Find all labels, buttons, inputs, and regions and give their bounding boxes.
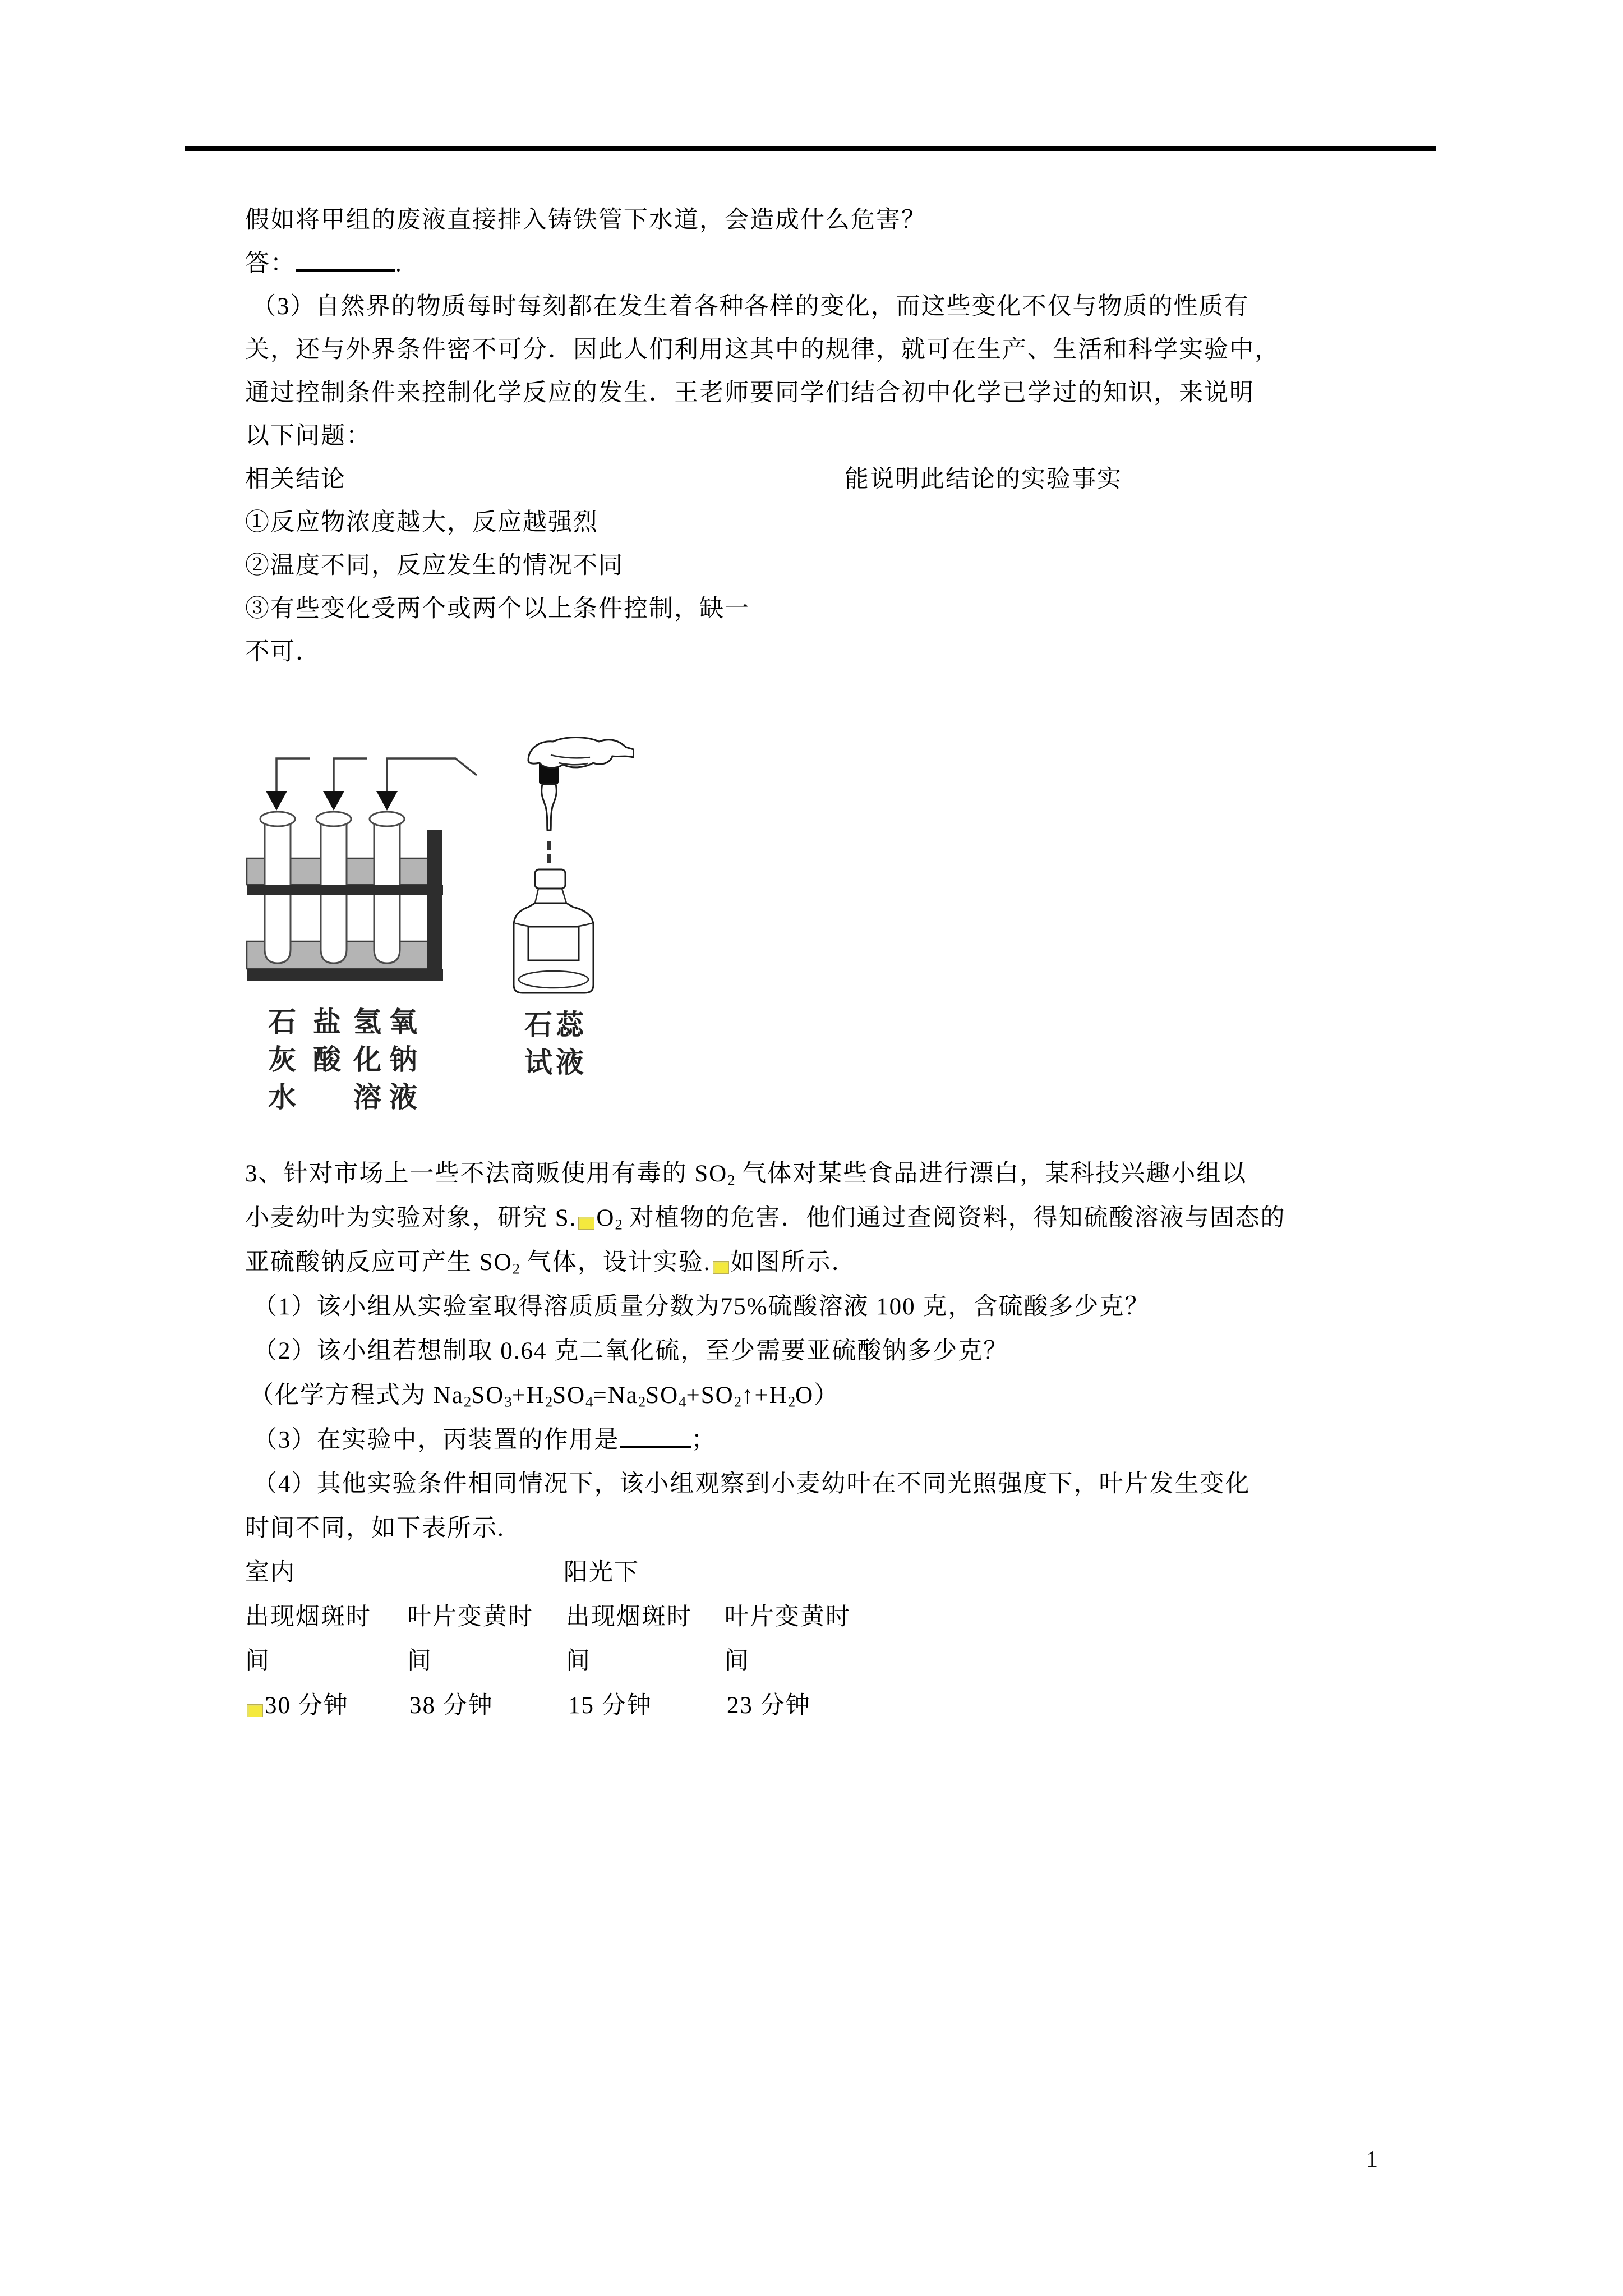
- text-line: [245, 1159, 1247, 1190]
- bottle-stopper: [535, 869, 565, 889]
- text-run: 叶片变黄时: [725, 1604, 851, 1630]
- text-run: 30 分钟: [265, 1692, 349, 1719]
- text-run: 间: [245, 1648, 270, 1674]
- text-run: 室内: [245, 1559, 296, 1586]
- text-run: 能说明此结论的实验事实: [845, 466, 1122, 493]
- text-line: [245, 594, 750, 624]
- subscript: 4: [679, 1393, 686, 1410]
- text-line: [245, 551, 624, 581]
- text-run: 小麦幼叶为实验对象，研究 S.: [245, 1205, 577, 1231]
- text-line: [245, 378, 1255, 408]
- text-line: [245, 1513, 505, 1544]
- figure-label: 石: [268, 1006, 296, 1038]
- text-line: [245, 1248, 857, 1278]
- page-number: 1: [1366, 2147, 1378, 2173]
- text-line: [252, 292, 1249, 322]
- text-run: SO: [471, 1382, 505, 1409]
- table-cell: [725, 1646, 750, 1677]
- subscript: 2: [638, 1393, 646, 1410]
- text-line: [253, 1336, 1008, 1366]
- subscript: 2: [734, 1393, 742, 1410]
- table-cell: [566, 1602, 692, 1632]
- spellcheck-mark-icon: [713, 1261, 729, 1274]
- text-run: （3）自然界的物质每时每刻都在发生着各种各样的变化，而这些变化不仅与物质的性质有: [252, 293, 1249, 320]
- text-run: 时间不同，如下表所示.: [245, 1515, 505, 1542]
- table-cell: [245, 464, 346, 495]
- text-line: [245, 249, 403, 279]
- text-line: [253, 1469, 1251, 1499]
- text-run: SO: [645, 1382, 679, 1409]
- figure-label: 氢氧: [353, 1006, 425, 1038]
- text-run: 如图所示．: [730, 1249, 857, 1276]
- text-run: 假如将甲组的废液直接排入铸铁管下水道，会造成什么危害？: [245, 207, 926, 233]
- text-run: 3、针对市场上一些不法商贩使用有毒的 SO: [245, 1161, 728, 1187]
- bottle-label: [528, 927, 579, 960]
- subscript: 2: [787, 1393, 796, 1410]
- subscript: 2: [463, 1393, 472, 1410]
- figure-label: 灰: [268, 1044, 296, 1075]
- text-run: 亚硫酸钠反应可产生 SO: [245, 1249, 513, 1276]
- text-run: 出现烟斑时: [566, 1604, 692, 1630]
- text-line: [245, 205, 926, 236]
- table-cell: [568, 1691, 652, 1721]
- text-run: 出现烟斑时: [245, 1604, 371, 1630]
- table-cell: [727, 1691, 811, 1721]
- table-cell: [566, 1646, 591, 1677]
- text-run: 相关结论: [245, 466, 346, 493]
- subscript: 2: [512, 1260, 520, 1277]
- text-run: （4）其他实验条件相同情况下，该小组观察到小麦幼叶在不同光照强度下，叶片发生变化: [253, 1471, 1251, 1497]
- dropper-glass-tip: [542, 784, 557, 830]
- spellcheck-mark-icon: [247, 1704, 263, 1717]
- text-run: ①反应物浓度越大，反应越强烈: [245, 509, 598, 536]
- text-run: .: [395, 250, 403, 277]
- drip-dash: [547, 854, 551, 863]
- text-run: 气体对某些食品进行漂白，某科技兴趣小组以: [735, 1161, 1247, 1187]
- table-cell: [407, 1646, 432, 1677]
- experiment-figure: [241, 735, 634, 1128]
- table-cell: [845, 464, 1122, 495]
- text-run: 阳光下: [564, 1559, 639, 1586]
- spellcheck-mark-icon: [578, 1217, 594, 1230]
- text-run: 间: [566, 1648, 591, 1674]
- text-run: ；: [691, 1427, 717, 1453]
- text-run: 对植物的危害．他们通过查阅资料，得知硫酸溶液与固态的: [622, 1205, 1286, 1231]
- text-line: [245, 421, 371, 452]
- figure-label: 试液: [524, 1047, 587, 1078]
- text-line: [245, 508, 598, 538]
- table-cell: [245, 1691, 349, 1721]
- text-run: SO: [552, 1382, 586, 1409]
- text-run: 叶片变黄时: [407, 1604, 533, 1630]
- figure-label: 盐: [313, 1006, 341, 1038]
- table-cell: [409, 1691, 494, 1721]
- text-run: 间: [407, 1648, 432, 1674]
- text-line: [245, 637, 321, 668]
- table-cell: [245, 1558, 296, 1588]
- rack-right-post: [427, 830, 442, 981]
- text-run: （3）在实验中，丙装置的作用是: [253, 1427, 620, 1453]
- subscript: 3: [504, 1393, 512, 1410]
- text-line: [250, 1381, 839, 1411]
- text-run: 15 分钟: [568, 1692, 652, 1719]
- text-run: 关，还与外界条件密不可分．因此人们利用这其中的规律，就可在生产、生活和科学实验中，: [245, 337, 1280, 363]
- text-line: [253, 1425, 717, 1455]
- text-run: 通过控制条件来控制化学反应的发生．王老师要同学们结合初中化学已学过的知识，来说明: [245, 380, 1255, 406]
- figure-label: 石蕊: [524, 1009, 587, 1041]
- hand-with-dropper: [528, 738, 634, 863]
- text-run: 气体，设计实验.: [520, 1249, 711, 1276]
- text-line: [245, 1203, 1286, 1234]
- text-line: [245, 335, 1280, 365]
- text-run: （2）该小组若想制取 0.64 克二氧化硫，至少需要亚硫酸钠多少克？: [253, 1338, 1009, 1364]
- figure-label: 酸: [313, 1044, 341, 1075]
- table-cell: [725, 1602, 851, 1632]
- text-run: （1）该小组从实验室取得溶质质量分数为75%硫酸溶液 100 克，含硫酸多少克？: [253, 1294, 1150, 1320]
- text-run: ↑+H: [741, 1382, 788, 1409]
- text-run: O）: [795, 1382, 840, 1409]
- rack-middle-rail: [247, 885, 443, 895]
- drop-arrows: [266, 758, 477, 811]
- subscript: 4: [585, 1393, 593, 1410]
- text-run: 38 分钟: [409, 1692, 494, 1719]
- text-run: 23 分钟: [727, 1692, 811, 1719]
- table-cell: [564, 1558, 639, 1588]
- text-run: ③有些变化受两个或两个以上条件控制，缺一: [245, 596, 750, 622]
- table-cell: [245, 1646, 270, 1677]
- text-run: 以下问题：: [245, 423, 371, 449]
- subscript: 2: [727, 1171, 735, 1189]
- text-line: [253, 1292, 1150, 1322]
- subscript: 2: [615, 1216, 623, 1233]
- text-run: +SO: [686, 1382, 734, 1409]
- table-cell: [245, 1602, 371, 1632]
- rack-bottom-rail: [247, 969, 443, 981]
- hand-outline: [528, 738, 634, 768]
- text-run: =Na: [593, 1382, 638, 1409]
- text-run: ②温度不同，反应发生的情况不同: [245, 553, 624, 579]
- text-run: 不可．: [245, 639, 321, 665]
- answer-blank: [296, 249, 395, 272]
- figure-label: 化钠: [353, 1044, 425, 1075]
- figure-label: 水: [268, 1082, 296, 1113]
- text-run: O: [596, 1205, 615, 1231]
- text-run: （化学方程式为 Na: [250, 1382, 464, 1409]
- subscript: 2: [545, 1393, 553, 1410]
- top-rule: [185, 146, 1436, 151]
- answer-blank: [620, 1425, 691, 1448]
- text-run: 间: [725, 1648, 750, 1674]
- table-cell: [407, 1602, 533, 1632]
- reagent-bottle: [514, 869, 593, 993]
- text-run: +H: [511, 1382, 545, 1409]
- figure-label: 溶液: [353, 1082, 425, 1113]
- drip-dash: [547, 841, 551, 850]
- text-run: 答：: [245, 250, 296, 277]
